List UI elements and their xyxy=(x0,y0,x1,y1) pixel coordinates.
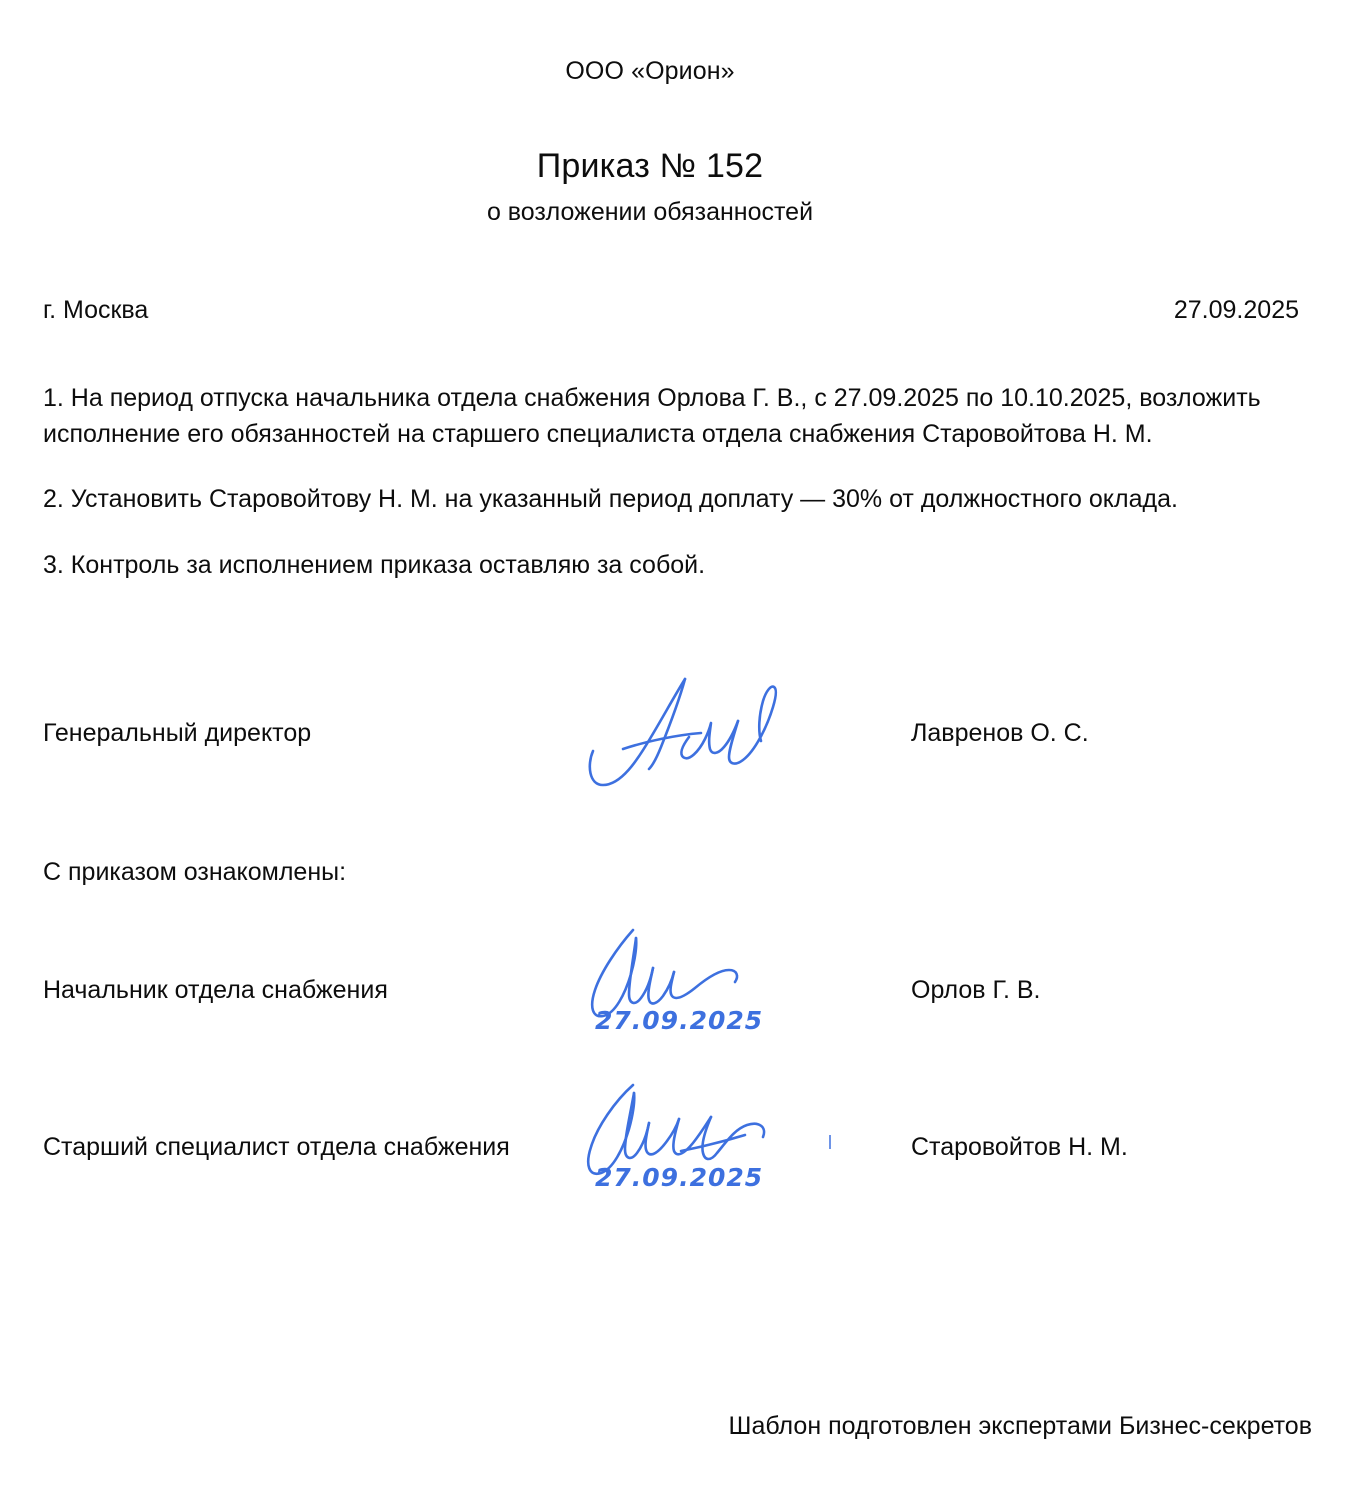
signature-date-senior-specialist: 27.09.2025 xyxy=(595,1162,764,1192)
signature-role-senior-specialist: Старший специалист отдела снабжения xyxy=(43,1132,510,1161)
body-paragraph-2: 2. Установить Старовойтову Н. М. на указанный период доплату — 30% от должностного оклада. xyxy=(43,485,1178,514)
acknowledgement-label: С приказом ознакомлены: xyxy=(43,857,347,886)
signature-row-head-of-supply xyxy=(43,944,1299,1036)
document-date: 27.09.2025 xyxy=(1173,296,1299,325)
signature-row-senior-specialist xyxy=(43,1101,1299,1192)
document-body xyxy=(43,381,1299,583)
footer-credit: Шаблон подготовлен экспертами Бизнес-секретов xyxy=(728,1412,1312,1440)
document-place: г. Москва xyxy=(43,296,149,325)
signature-role-director: Генеральный директор xyxy=(43,719,312,748)
place-date-row xyxy=(43,295,1299,325)
signature-role-head-of-supply: Начальник отдела снабжения xyxy=(43,976,388,1005)
ink-speck xyxy=(829,1135,831,1149)
signature-name-director: Лавренов О. С. xyxy=(911,719,1089,748)
signature-name-head-of-supply: Орлов Г. В. xyxy=(911,976,1041,1005)
body-paragraph-1: 1. На период отпуска начальника отдела снабжения Орлова Г. В., с 27.09.2025 по 10.10.2025, возложить исполнение его обязанностей на старшего специалиста отдела снабжения Старовойтова Н. М. xyxy=(43,384,1261,448)
body-paragraph-3: 3. Контроль за исполнением приказа оставляю за собой. xyxy=(43,550,706,579)
signature-name-senior-specialist: Старовойтов Н. М. xyxy=(911,1132,1128,1161)
signature-lav-icon xyxy=(577,665,807,795)
organization-name: ООО «Орион» xyxy=(565,57,735,85)
document-subtitle: о возложении обязанностей xyxy=(486,197,814,226)
signature-date-head-of-supply: 27.09.2025 xyxy=(595,1006,764,1036)
document-title: Приказ № 152 xyxy=(536,147,764,185)
signature-row-director xyxy=(43,687,1299,750)
signature-block xyxy=(43,687,1299,1192)
